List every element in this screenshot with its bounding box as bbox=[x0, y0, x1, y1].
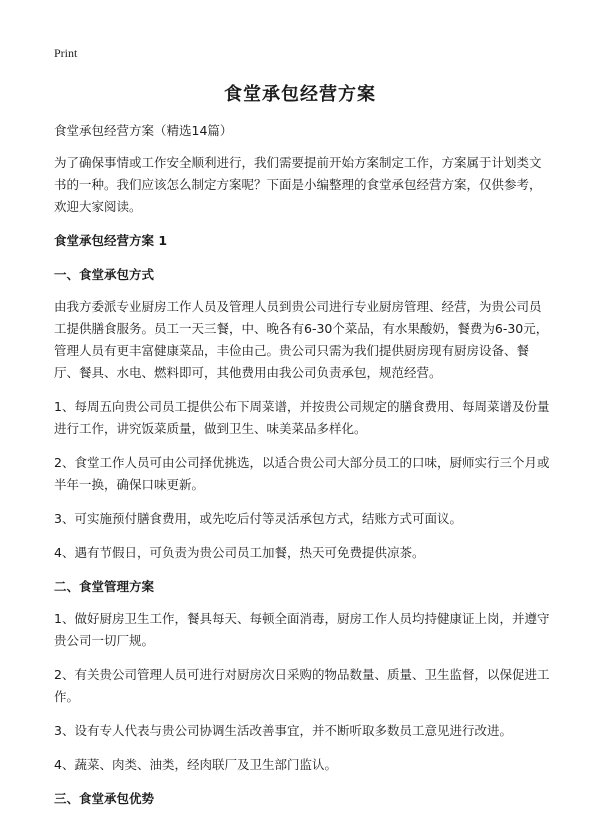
intro-paragraph: 为了确保事情或工作安全顺利进行，我们需要提前开始方案制定工作，方案属于计划类文书的一种。我们应该怎么制定方案呢？下面是小编整理的食堂承包经营方案，仅供参考，欢迎大家阅读。 bbox=[54, 155, 542, 214]
part-2-item: 1、做好厨房卫生工作，餐具每天、每顿全面消毒，厨房工作人员均持健康证上岗，并遵守贵公司一切厂规。 bbox=[54, 611, 550, 648]
part-1-item: 1、每周五向贵公司员工提供公布下周菜谱，并按贵公司规定的膳食费用、每周菜谱及份量进行工作，讲究饭菜质量，做到卫生、味美菜品多样化。 bbox=[54, 399, 550, 436]
part-1-body: 由我方委派专业厨房工作人员及管理人员到贵公司进行专业厨房管理、经营，为贵公司员工提供膳食服务。员工一天三餐，中、晚各有6-30个菜品，有水果酸奶，餐费为6-30元，管理人员有更丰富健康菜品，丰俭由己。贵公司只需为我们提供厨房现有厨房设备、餐厅、餐具、水电、燃料即可，其他费用由我公司负责承包，规范经营。 bbox=[54, 299, 549, 380]
part-2-item: 2、有关贵公司管理人员可进行对厨房次日采购的物品数量、质量、卫生监督，以保促进工作。 bbox=[54, 667, 550, 704]
part-3-heading: 三、食堂承包优势 bbox=[54, 791, 155, 806]
part-1-item: 2、食堂工作人员可由公司择优挑选，以适合贵公司大部分员工的口味，厨师实行三个月或半年一换，确保口味更新。 bbox=[54, 455, 550, 492]
part-1-item: 3、可实施预付膳食费用，或先吃后付等灵活承包方式，结账方式可面议。 bbox=[54, 511, 462, 526]
print-label: Print bbox=[54, 46, 78, 60]
document-body bbox=[54, 120, 550, 820]
part-1-item: 4、遇有节假日，可负责为贵公司员工加餐，热天可免费提供凉茶。 bbox=[54, 545, 425, 560]
section-1-title: 食堂承包经营方案 1 bbox=[54, 233, 168, 248]
part-2-item: 4、蔬菜、肉类、油类，经肉联厂及卫生部门监认。 bbox=[54, 757, 337, 772]
part-2-item: 3、设有专人代表与贵公司协调生活改善事宜，并不断听取多数员工意见进行改进。 bbox=[54, 723, 512, 738]
document-subtitle: 食堂承包经营方案（精选14篇） bbox=[54, 123, 233, 138]
page-title: 食堂承包经营方案 bbox=[224, 84, 376, 105]
part-2-heading: 二、食堂管理方案 bbox=[54, 579, 155, 594]
part-1-heading: 一、食堂承包方式 bbox=[54, 267, 155, 282]
